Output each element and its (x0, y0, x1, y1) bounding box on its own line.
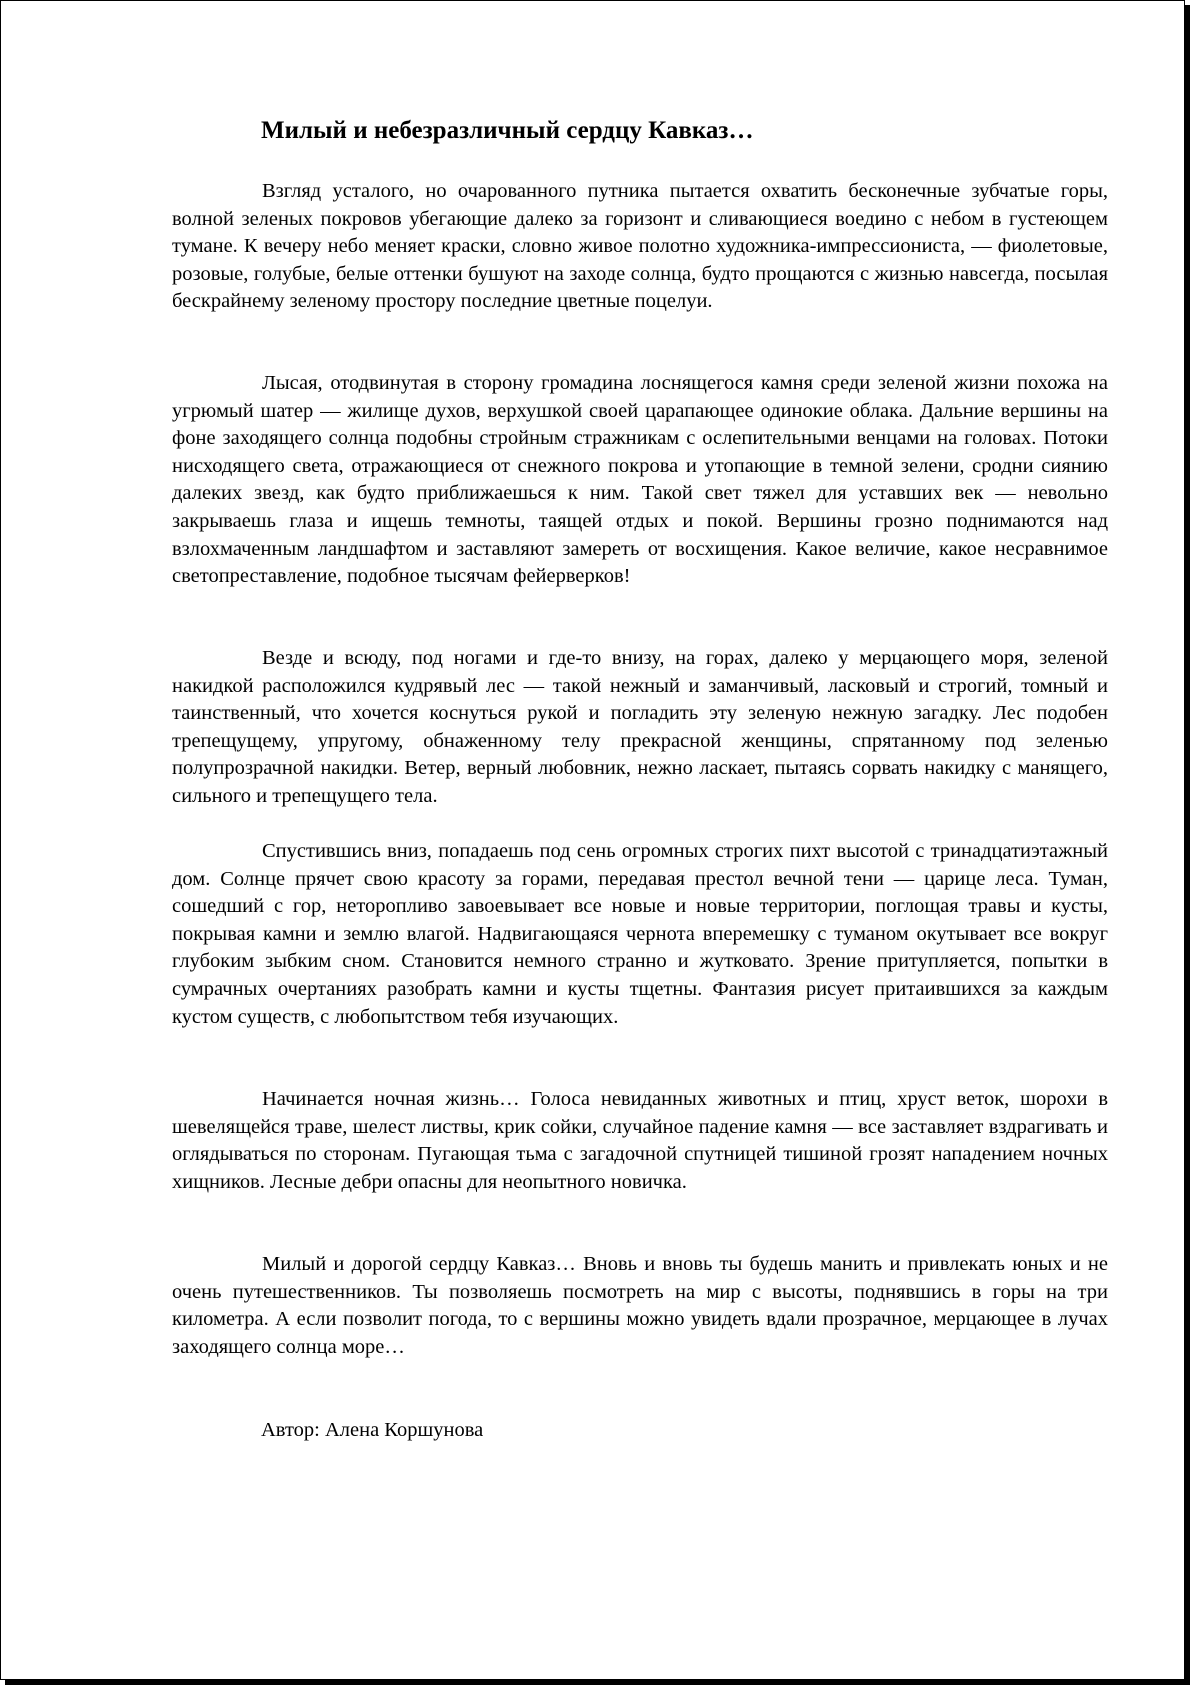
author-line: Автор: Алена Коршунова (261, 1419, 484, 1441)
paragraph-4-block (172, 838, 1108, 1031)
paragraph: Взгляд усталого, но очарованного путника пытается охватить бесконечные зубчатые горы, волной зеленых покровов убегающие далеко за горизонт и сливающиеся воедино с небом в густеющем тумане. К вечеру небо меняет краски, словно живое полотно художника-импрессиониста, — фиолетовые, розовые, голубые, белые оттенки бушуют на заходе солнца, будто прощаются с жизнью навсегда, посылая бескрайнему зеленому простору последние цветные поцелуи. (172, 180, 1108, 313)
paragraph-1-block (172, 178, 1108, 316)
document-title: Милый и небезразличный сердцу Кавказ… (261, 117, 754, 144)
paragraph-3-block (172, 645, 1108, 811)
paragraph: Лысая, отодвинутая в сторону громадина лоснящегося камня среди зеленой жизни похожа на угрюмый шатер — жилище духов, верхушкой своей царапающее одинокие облака. Дальние вершины на фоне заходящего солнца подобны стройным стражникам с ослепительными венцами на головах. Потоки нисходящего света, отражающиеся от снежного покрова и утопающие в темной зелени, сродни сиянию далеких звезд, как будто приближаешься к ним. Такой свет тяжел для уставших век — невольно закрываешь глаза и ищешь темноты, таящей отдых и покой. Вершины грозно поднимаются над взлохмаченным ландшафтом и заставляют замереть от восхищения. Какое величие, какое несравнимое светопреставление, подобное тысячам фейерверков! (172, 372, 1108, 588)
paragraph: Везде и всюду, под ногами и где-то внизу, на горах, далеко у мерцающего моря, зеленой накидкой расположился кудрявый лес — такой нежный и заманчивый, ласковый и строгий, томный и таинственный, что хочется коснуться рукой и погладить эту зеленую нежную загадку. Лес подобен трепещущему, упругому, обнаженному телу прекрасной женщины, спрятанному под зеленью полупрозрачной накидки. Ветер, верный любовник, нежно ласкает, пытаясь сорвать накидку с манящего, сильного и трепещущего тела. (172, 647, 1108, 807)
paragraph: Начинается ночная жизнь… Голоса невиданных животных и птиц, хруст веток, шорохи в шевелящейся траве, шелест листвы, крик сойки, случайное падение камня — все заставляет вздрагивать и оглядываться по сторонам. Пугающая тьма с загадочной спутницей тишиной грозят нападением ночных хищников. Лесные дебри опасны для неопытного новичка. (172, 1088, 1108, 1193)
paragraph-6-block (172, 1251, 1108, 1361)
paragraph-5-block (172, 1086, 1108, 1196)
paragraph: Спустившись вниз, попадаешь под сень огромных строгих пихт высотой с тринадцатиэтажный дом. Солнце прячет свою красоту за горами, передавая престол вечной тени — царице леса. Туман, сошедший с гор, неторопливо завоевывает все новые и новые территории, поглощая травы и кусты, покрывая камни и землю влагой. Надвигающаяся чернота вперемешку с туманом окутывает все вокруг глубоким зыбким сном. Становится немного странно и жутковато. Зрение притупляется, попытки в сумрачных очертаниях разобрать камни и кусты тщетны. Фантазия рисует притаившихся за каждым кустом существ, с любопытством тебя изучающих. (172, 840, 1108, 1028)
paragraph-2-block (172, 370, 1108, 591)
paragraph: Милый и дорогой сердцу Кавказ… Вновь и вновь ты будешь манить и привлекать юных и не очень путешественников. Ты позволяешь посмотреть на мир с высоты, поднявшись в горы на три километра. А если позволит погода, то с вершины можно увидеть вдали прозрачное, мерцающее в лучах заходящего солнца море… (172, 1253, 1108, 1358)
